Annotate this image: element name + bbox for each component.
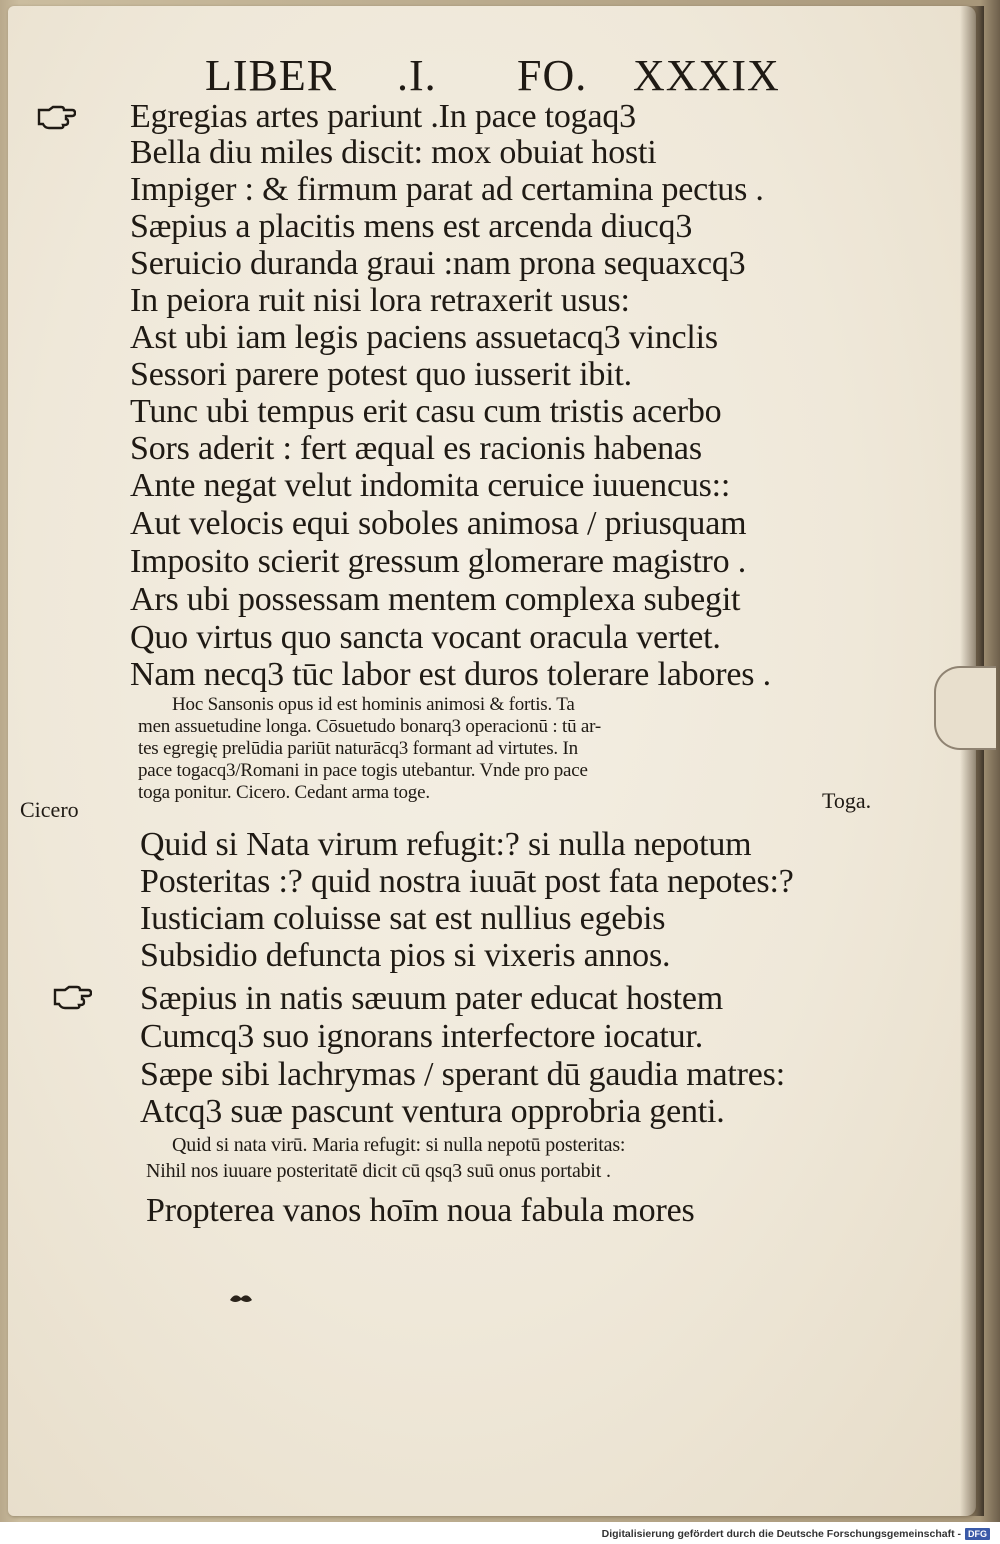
header-book-number: .I. [397, 51, 437, 100]
verse-line: Propterea vanos hoīm noua fabula mores [146, 1192, 695, 1229]
verse-line: Atcq3 suæ pascunt ventura opprobria genti. [140, 1093, 725, 1130]
verse-line: In peiora ruit nisi lora retraxerit usus: [130, 282, 630, 319]
verse-line: Ast ubi iam legis paciens assuetacq3 vinclis [130, 319, 718, 356]
pointing-hand-icon [36, 104, 76, 130]
gloss-line: tes egregię prelūdia pariūt naturācq3 formant ad virtutes. In [138, 738, 578, 759]
header-folio: XXXIX [633, 51, 780, 100]
verse-line: Ante negat velut indomita ceruice iuuencus:: [130, 467, 731, 504]
digitization-credit [602, 1527, 990, 1541]
dfg-logo: DFG [965, 1528, 990, 1540]
verse-line: Quid si Nata virum refugit:? si nulla nepotum [140, 826, 752, 863]
page-gutter-shadow [960, 6, 984, 1516]
verse-line: Sæpius a placitis mens est arcenda diucq3 [130, 208, 693, 245]
credit-text: Digitalisierung gefördert durch die Deutsche Forschungsgemeinschaft - [601, 1528, 961, 1540]
ornament-icon [228, 1290, 254, 1306]
verse-line: Nam necq3 tūc labor est duros tolerare labores . [130, 656, 771, 693]
verse-line: Sæpius in natis sæuum pater educat hostem [140, 980, 723, 1017]
header-liber: LIBER [205, 51, 338, 100]
verse-line: Seruicio duranda graui :nam prona sequaxcq3 [130, 245, 746, 282]
verse-line: Posteritas :? quid nostra iuuāt post fata nepotes:? [140, 863, 794, 900]
verse-line: Tunc ubi tempus erit casu cum tristis acerbo [130, 393, 722, 430]
margin-note-cicero: Cicero [20, 797, 79, 822]
verse-line: Aut velocis equi soboles animosa / priusquam [130, 505, 747, 542]
verse-line: Ars ubi possessam mentem complexa subegit [130, 581, 741, 618]
running-header [205, 50, 795, 98]
gloss-line: men assuetudine longa. Cōsuetudo bonarq3 operacionū : tū ar- [138, 716, 602, 737]
margin-note-toga: Toga. [822, 788, 872, 813]
verse-line: Quo virtus quo sancta vocant oracula vertet. [130, 619, 721, 656]
verse-line: Iusticiam coluisse sat est nullius egebis [140, 900, 666, 937]
verse-line: Sæpe sibi lachrymas / sperant dū gaudia matres: [140, 1056, 785, 1093]
gloss-line: Nihil nos iuuare posteritatē dicit cū qsq3 suū onus portabit . [146, 1160, 611, 1182]
gloss-line: Hoc Sansonis opus id est hominis animosi & fortis. Ta [172, 694, 575, 715]
verse-line: Egregias artes pariunt .In pace togaq3 [130, 98, 636, 135]
verse-line: Sors aderit : fert æqual es racionis habenas [130, 430, 702, 467]
gloss-line: Quid si nata virū. Maria refugit: si nulla nepotū posteritas: [172, 1134, 626, 1156]
verse-line: Impiger : & firmum parat ad certamina pectus . [130, 171, 764, 208]
verse-line: Sessori parere potest quo iusserit ibit. [130, 356, 632, 393]
verse-line: Imposito scierit gressum glomerare magistro . [130, 543, 747, 580]
gloss-line: toga ponitur. Cicero. Cedant arma toge. [138, 782, 430, 803]
pointing-hand-icon [52, 984, 92, 1010]
verse-line: Bella diu miles discit: mox obuiat hosti [130, 134, 657, 171]
page-clip [934, 666, 996, 750]
verse-line: Cumcq3 suo ignorans interfectore iocatur. [140, 1018, 704, 1055]
gloss-line: pace togacq3/Romani in pace togis utebantur. Vnde pro pace [138, 760, 588, 781]
verse-line: Subsidio defuncta pios si vixeris annos. [140, 937, 671, 974]
header-fo: FO. [517, 51, 588, 100]
